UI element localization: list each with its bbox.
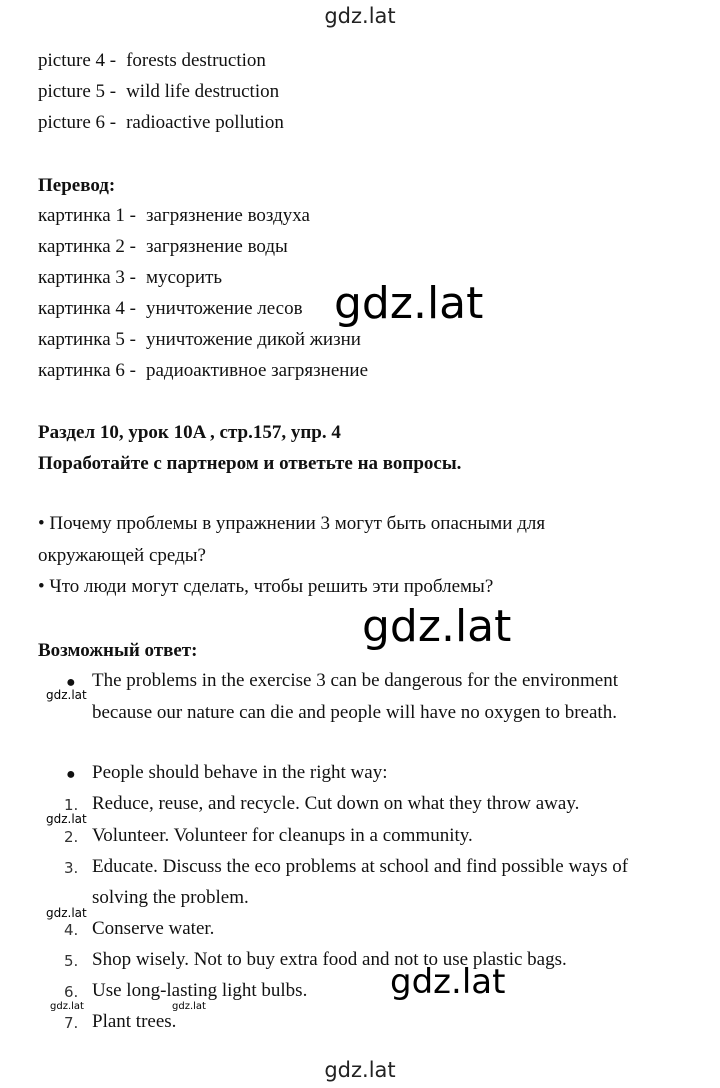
russian-label: картинка 2 - [38,236,136,257]
watermark-small: gdz.lat [46,906,87,920]
step-number: 3. [64,859,79,877]
watermark-small: gdz.lat [46,812,87,826]
english-label: picture 5 - [38,81,117,102]
step-text: Educate. Discuss the eco problems at school and find possible ways of [92,856,629,877]
english-item-4 [38,50,266,72]
step-number: 6. [64,983,79,1001]
english-text: wild life destruction [126,81,280,102]
step-text: Reduce, reuse, and recycle. Cut down on what they throw away. [92,793,580,814]
russian-text: мусорить [145,267,223,288]
answer-intro: People should behave in the right way: [92,762,388,783]
step-text: solving the problem. [92,887,249,908]
bullet-icon: ● [66,766,76,783]
watermark-small: gdz.lat [172,1001,206,1012]
english-text: radioactive pollution [126,112,284,133]
russian-label: картинка 3 - [38,267,136,288]
step-number: 2. [64,828,79,846]
russian-text: уничтожение дикой жизни [145,329,361,350]
russian-label: картинка 6 - [38,360,136,381]
step-text: Conserve water. [92,918,215,939]
russian-item-4 [38,298,303,320]
english-label: picture 4 - [38,50,117,71]
english-item-6 [38,112,284,134]
watermark-small: gdz.lat [50,1001,84,1012]
watermark-bottom: gdz.lat [324,1058,396,1082]
step-number: 7. [64,1014,79,1032]
question-line: • Что люди могут сделать, чтобы решить эти проблемы? [38,576,494,597]
translation-heading: Перевод: [38,175,116,196]
step-number: 5. [64,952,79,970]
bullet-icon: ● [66,674,76,691]
step-text: Shop wisely. Not to buy extra food and not to use plastic bags. [92,949,567,970]
russian-text: радиоактивное загрязнение [145,360,369,381]
step-text: Volunteer. Volunteer for cleanups in a community. [92,825,473,846]
russian-item-1 [38,205,310,227]
step-number: 4. [64,921,79,939]
russian-item-3 [38,267,222,289]
russian-text: уничтожение лесов [145,298,303,319]
russian-label: картинка 5 - [38,329,136,350]
russian-text: загрязнение воздуха [145,205,310,226]
answer-heading: Возможный ответ: [38,640,198,661]
watermark-large: gdz.lat [334,278,484,329]
watermark-large: gdz.lat [390,962,506,1002]
russian-label: картинка 1 - [38,205,136,226]
watermark-top: gdz.lat [324,4,396,28]
watermark-large: gdz.lat [362,601,512,652]
russian-text: загрязнение воды [145,236,288,257]
watermark-small: gdz.lat [46,688,87,702]
question-line: окружающей среды? [38,545,206,566]
step-text: Plant trees. [92,1011,177,1032]
step-text: Use long-lasting light bulbs. [92,980,308,1001]
step-number: 1. [64,796,79,814]
answer-line: The problems in the exercise 3 can be dangerous for the environment [92,670,619,691]
english-text: forests destruction [126,50,266,71]
russian-item-6 [38,360,368,382]
russian-label: картинка 4 - [38,298,136,319]
answer-line: because our nature can die and people will have no oxygen to breath. [92,702,617,723]
question-line: • Почему проблемы в упражнении 3 могут быть опасными для [38,513,546,534]
russian-item-5 [38,329,361,351]
russian-item-2 [38,236,288,258]
task-text: Поработайте с партнером и ответьте на вопросы. [38,453,462,474]
section-title: Раздел 10, урок 10A , стр.157, упр. 4 [38,422,341,443]
english-label: picture 6 - [38,112,117,133]
english-item-5 [38,81,279,103]
